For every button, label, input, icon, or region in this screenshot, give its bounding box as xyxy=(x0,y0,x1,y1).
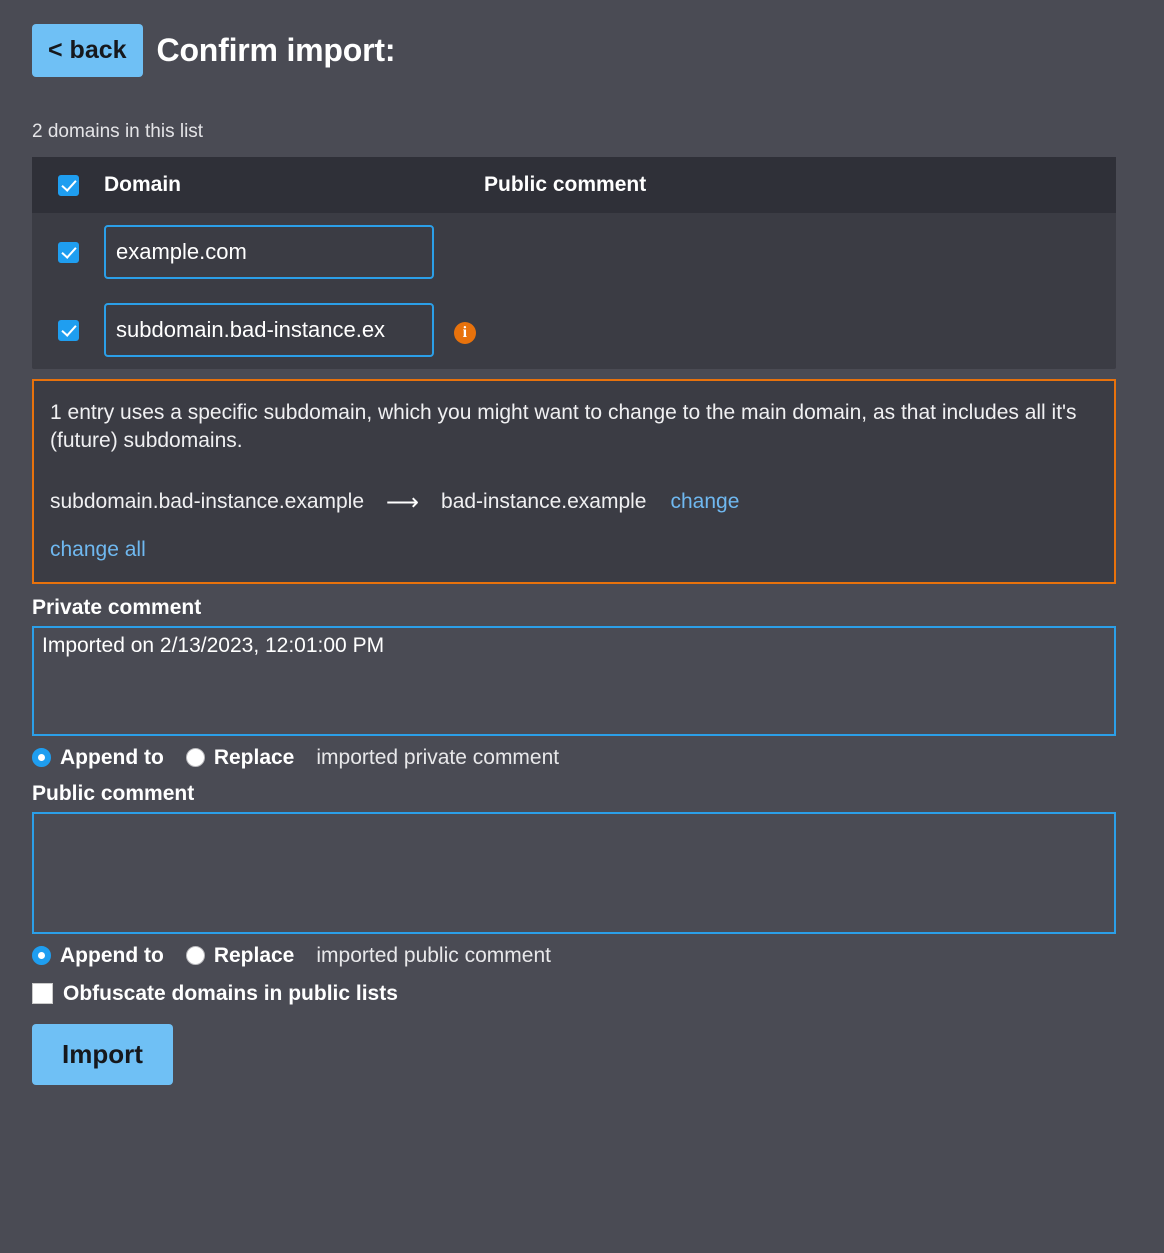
subdomain-mapping-row xyxy=(50,489,1098,516)
domain-input[interactable] xyxy=(104,225,434,279)
private-replace-radio[interactable] xyxy=(186,748,205,767)
mapping-source-domain: subdomain.bad-instance.example xyxy=(50,490,365,514)
obfuscate-row xyxy=(32,982,1132,1006)
row-select-cell xyxy=(32,320,104,341)
mapping-target-domain: bad-instance.example xyxy=(441,490,647,514)
subdomain-warning-box xyxy=(32,379,1116,584)
change-link[interactable]: change xyxy=(670,490,740,514)
table-header-row xyxy=(32,157,1116,213)
page-title: Confirm import: xyxy=(156,32,396,68)
domain-input[interactable] xyxy=(104,303,434,357)
private-append-radio[interactable] xyxy=(32,748,51,767)
obfuscate-label: Obfuscate domains in public lists xyxy=(63,981,398,1005)
domain-count-text: 2 domains in this list xyxy=(32,121,204,142)
obfuscate-checkbox[interactable] xyxy=(32,983,53,1004)
public-append-radio[interactable] xyxy=(32,946,51,965)
import-button[interactable]: Import xyxy=(32,1024,173,1085)
row-domain-cell xyxy=(104,303,484,357)
arrow-right-icon: ⟶ xyxy=(386,488,420,515)
column-header-domain: Domain xyxy=(104,173,182,196)
public-mode-suffix: imported public comment xyxy=(316,943,551,967)
info-icon[interactable]: i xyxy=(454,322,476,344)
public-replace-label: Replace xyxy=(213,943,295,967)
column-header-public-comment: Public comment xyxy=(484,173,647,196)
select-all-checkbox[interactable] xyxy=(58,175,79,196)
private-append-label: Append to xyxy=(60,745,164,769)
public-append-label: Append to xyxy=(60,943,164,967)
select-all-cell xyxy=(32,175,104,196)
private-comment-textarea[interactable] xyxy=(32,626,1116,736)
public-comment-textarea[interactable] xyxy=(32,812,1116,934)
public-comment-mode-group xyxy=(32,944,1132,968)
private-comment-label: Private comment xyxy=(32,595,202,619)
public-replace-radio[interactable] xyxy=(186,946,205,965)
private-mode-suffix: imported private comment xyxy=(316,745,560,769)
warning-text: 1 entry uses a specific subdomain, which you might want to change to the main domain, as that includes all it's (future) subdomains. xyxy=(50,401,1077,452)
domains-table xyxy=(32,157,1116,369)
back-button[interactable]: < back xyxy=(32,24,143,77)
page-header xyxy=(32,24,1132,77)
row-checkbox[interactable] xyxy=(58,242,79,263)
private-comment-mode-group xyxy=(32,746,1132,770)
row-domain-cell xyxy=(104,225,484,279)
change-all-link[interactable]: change all xyxy=(50,537,146,561)
private-replace-label: Replace xyxy=(213,745,295,769)
row-checkbox[interactable] xyxy=(58,320,79,341)
public-comment-label: Public comment xyxy=(32,781,195,805)
row-select-cell xyxy=(32,242,104,263)
table-row xyxy=(32,291,1116,369)
table-row xyxy=(32,213,1116,291)
